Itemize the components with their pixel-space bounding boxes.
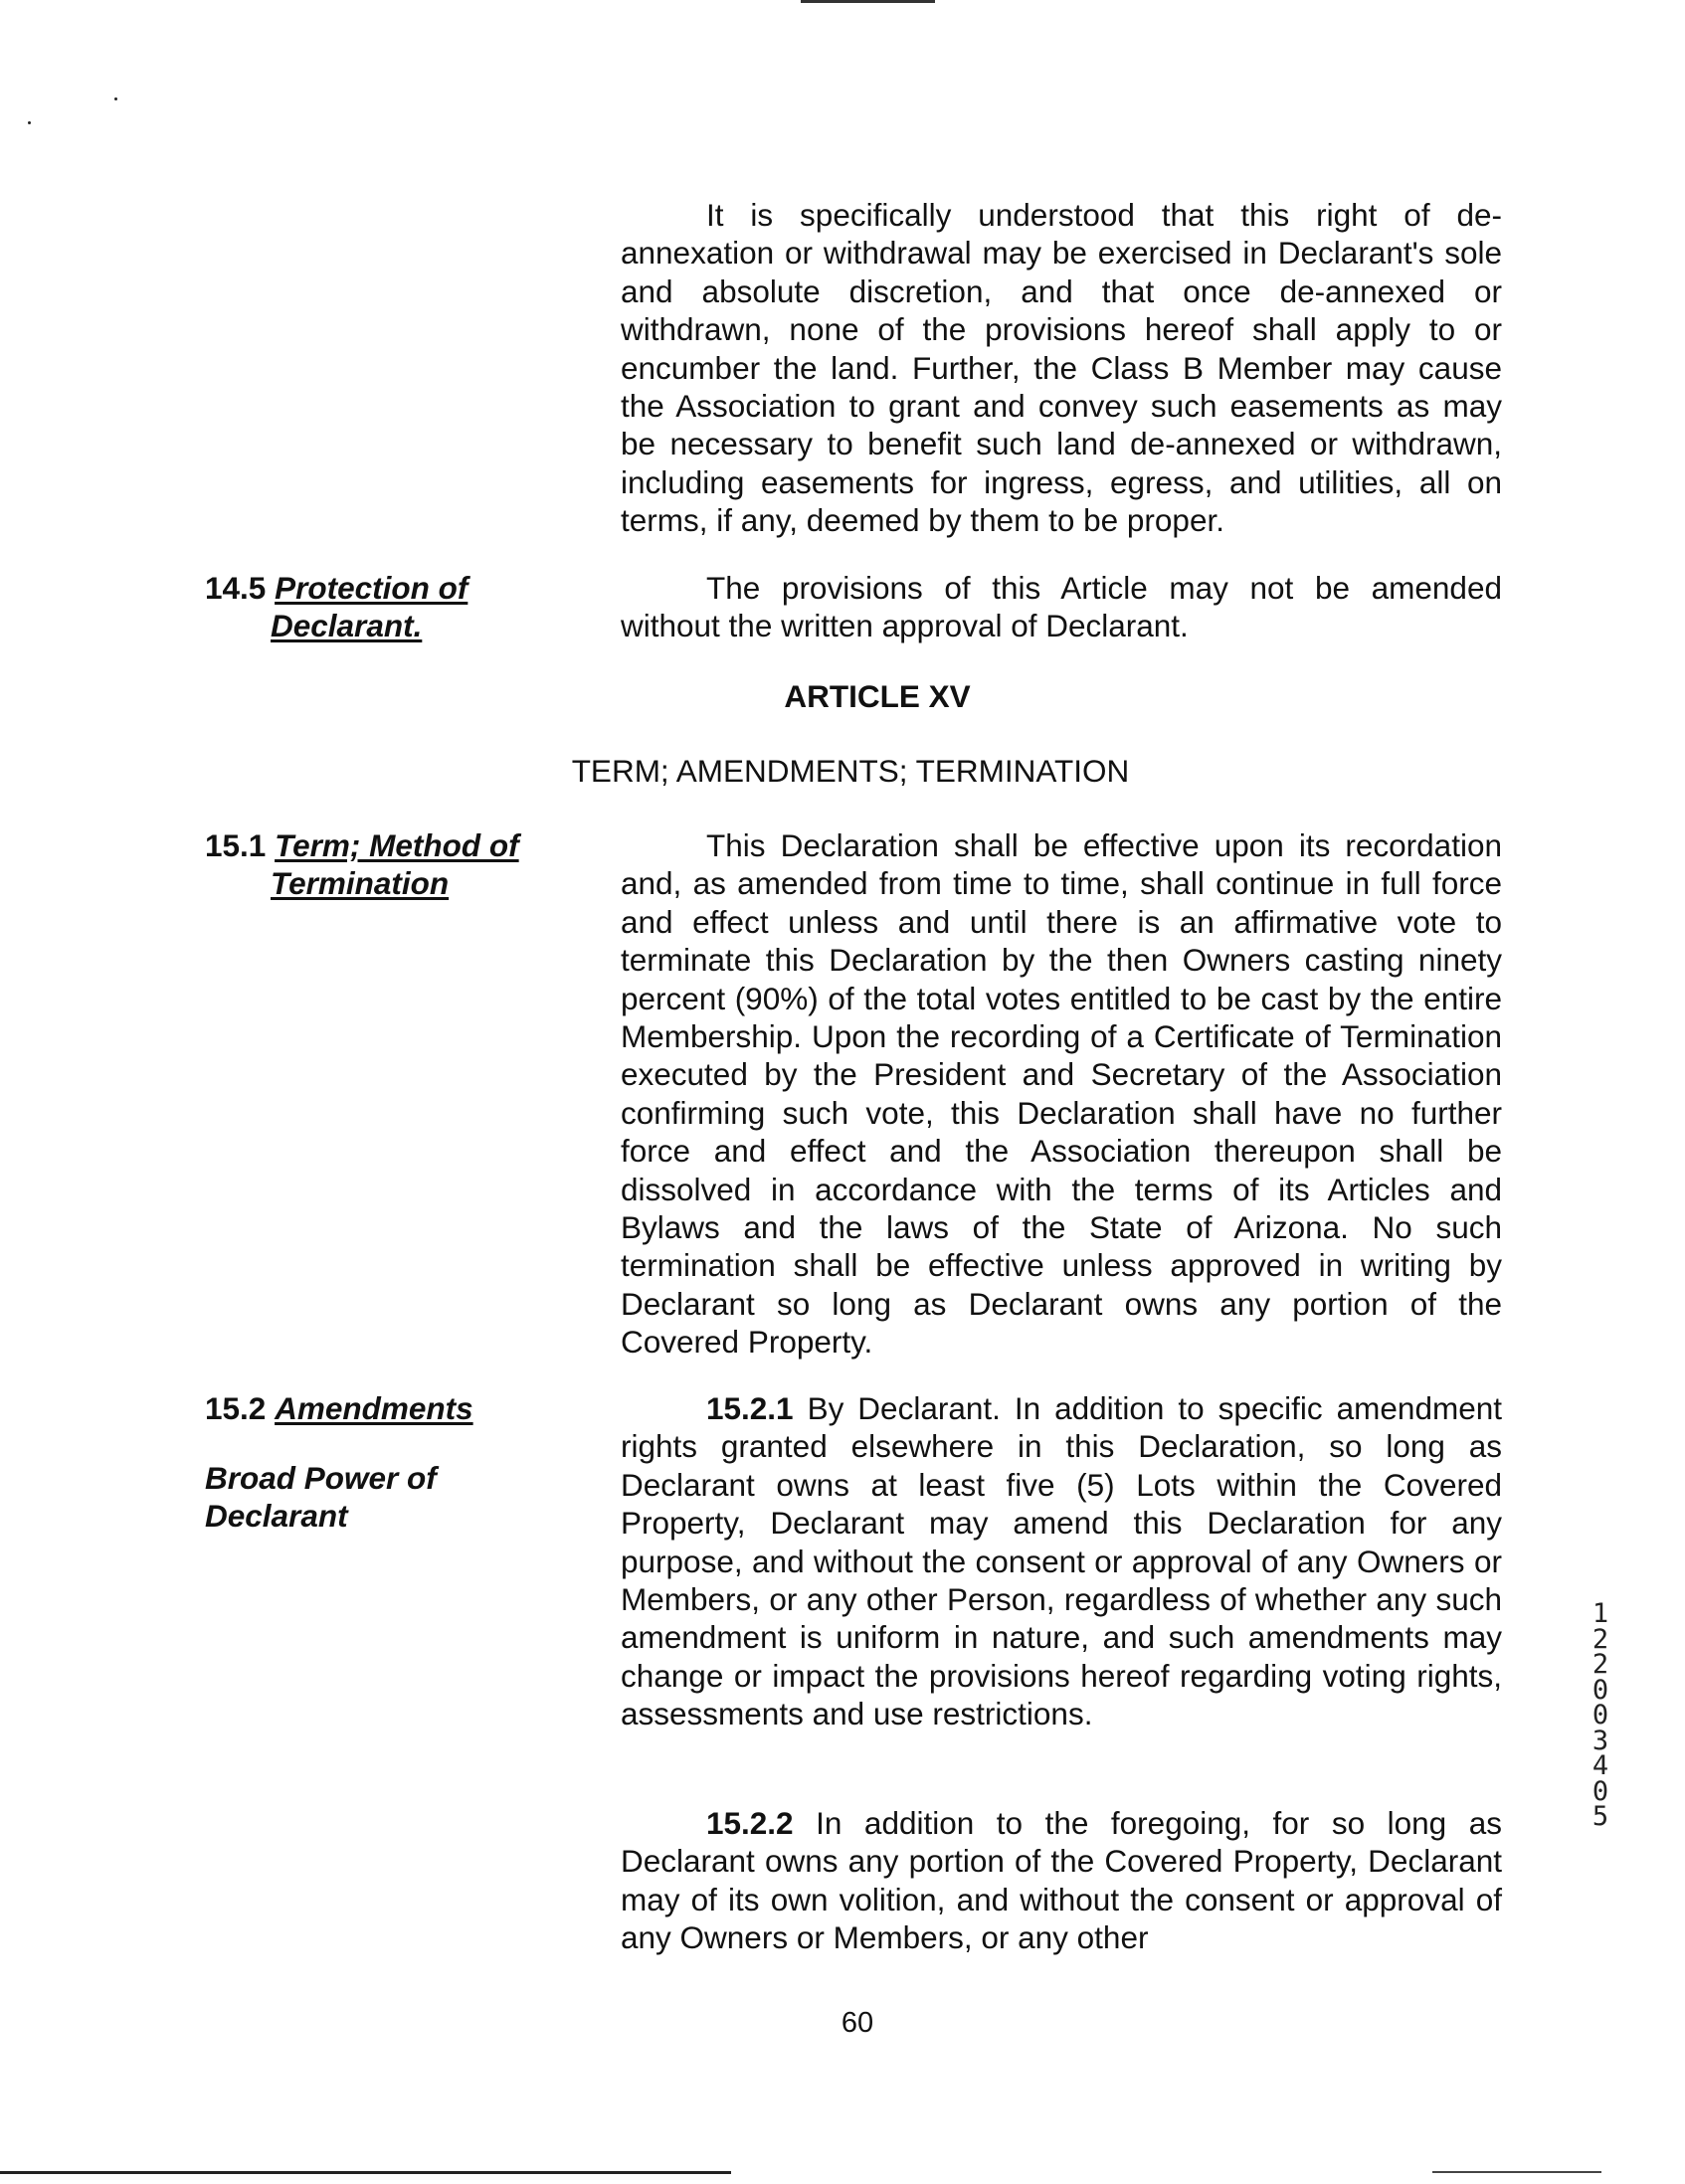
section-number: 15.2 <box>205 1390 267 1426</box>
scan-bottom-rule <box>1432 2171 1601 2173</box>
subsection-number: 15.2.2 <box>706 1805 794 1841</box>
section-14-5-text: The provisions of this Article may not be amended without the written approval of Declarant. <box>621 570 1502 644</box>
section-15-1-text: This Declaration shall be effective upon its recordation and, as amended from time to time, shall continue in full force and effect unless and until there is an affirmative vote to terminate this Declaration by the then Owners casting ninety percent (90%) of the total votes entitled to be cast by the entire Membership. Upon the recording of a Certificate of Termination executed by the President and Secretary of the Association confirming such vote, this Declaration shall have no further force and effect and the Association thereupon shall be dissolved in accordance with the terms of its Articles and Bylaws and the laws of the State of Arizona. No such termination shall be effective unless approved in writing by Declarant so long as Declarant owns any portion of the Covered Property. <box>621 827 1502 1361</box>
section-15-2-subheading: Broad Power of Declarant <box>205 1460 437 1535</box>
article-title: ARTICLE XV <box>784 678 971 714</box>
recording-number-stamp: 1220 0340 5 <box>1591 1598 1609 1832</box>
section-15-2-heading <box>205 1389 473 1427</box>
paragraph-deannexation: It is specifically understood that this right of de-annexation or withdrawal may be exercised in Declarant's sole and absolute discretion, and that once de-annexed or withdrawn, none of the provisions hereof shall apply to or encumber the land. Further, the Class B Member may cause the Association to grant and convey such easements as may be necessary to benefit such land de-annexed or withdrawn, including easements for ingress, egress, and utilities, all on terms, if any, deemed by them to be proper. <box>621 197 1502 539</box>
section-title: Protection of <box>275 570 468 606</box>
subsection-15-2-2 <box>621 1804 1502 1957</box>
article-subtitle: TERM; AMENDMENTS; TERMINATION <box>571 753 1130 789</box>
section-title-continued: Termination <box>271 865 450 902</box>
scan-top-mark <box>801 0 935 3</box>
scan-speck <box>114 97 117 100</box>
subsection-15-2-1 <box>621 1389 1502 1733</box>
section-14-5-heading <box>205 569 468 645</box>
section-title-continued: Declarant. <box>271 608 423 644</box>
scan-speck <box>28 121 31 124</box>
section-number: 15.1 <box>205 827 267 863</box>
section-15-1-heading <box>205 826 519 903</box>
subsection-text: By Declarant. In addition to specific amendment rights granted elsewhere in this Declaration, so long as Declarant owns at least five (5) Lots within the Covered Property, Declarant may amend this Declaration for any purpose, and without the consent or approval of any Owners or Members, or any other Person, regardless of whether any such amendment is uniform in nature, and such amendments may change or impact the provisions hereof regarding voting rights, assessments and use restrictions. <box>621 1390 1502 1732</box>
scan-bottom-rule <box>0 2171 731 2174</box>
section-number: 14.5 <box>205 570 267 606</box>
subsection-text: In addition to the foregoing, for so long as Declarant owns any portion of the Covered Property, Declarant may of its own volition, and without the consent or approval of any Owners or Members, or any other <box>621 1805 1502 1956</box>
section-title: Term; Method of <box>275 827 519 863</box>
page-number: 60 <box>841 2007 874 2039</box>
section-title: Amendments <box>275 1390 473 1426</box>
subsection-number: 15.2.1 <box>706 1390 794 1426</box>
